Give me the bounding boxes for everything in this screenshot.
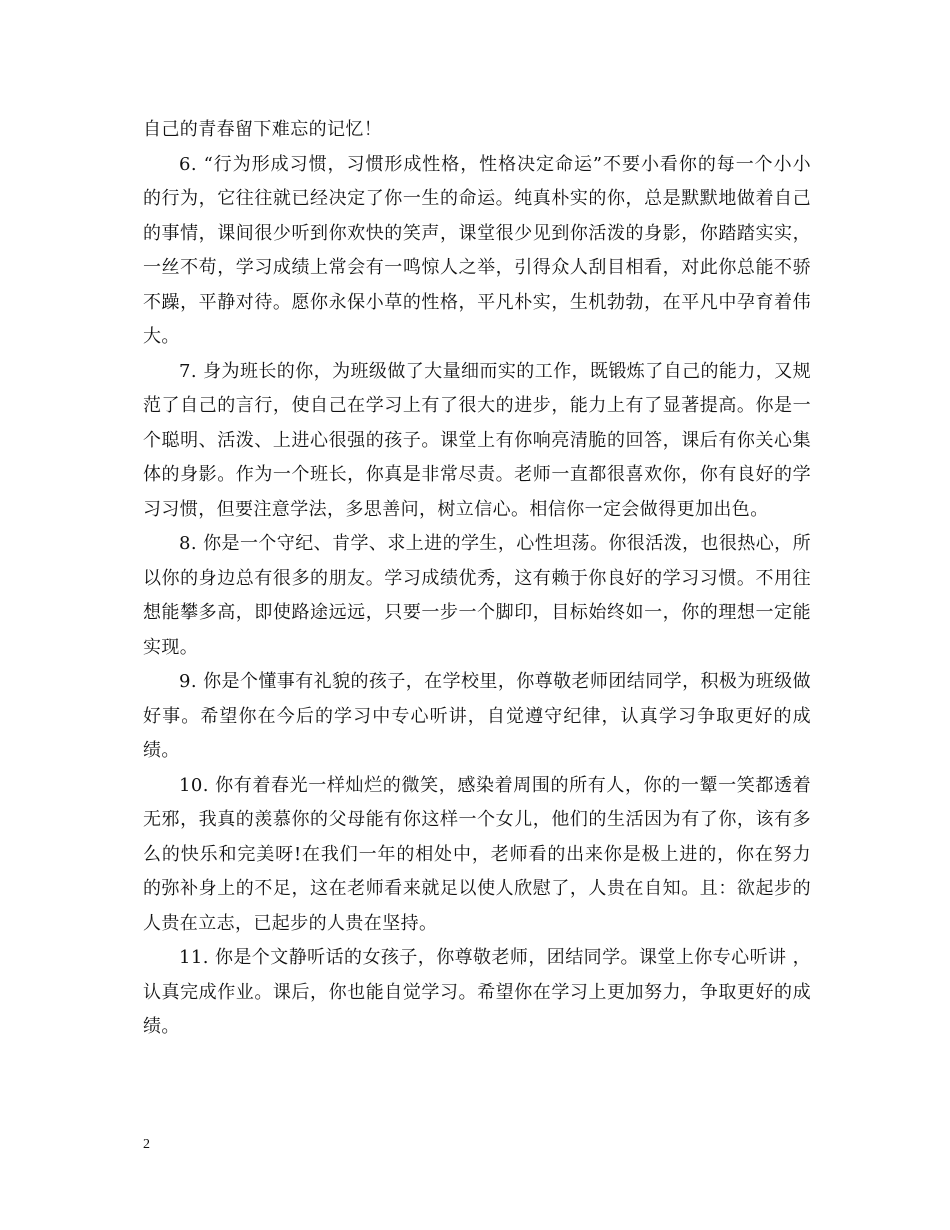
paragraph-item-11: 11. 你是个文静听话的女孩子，你尊敬老师，团结同学。课堂上你专心听讲 ，认真完成作业。课后，你也能自觉学习。希望你在学习上更加努力，争取更好的成绩。: [143, 947, 811, 1037]
paragraph-item-7: 7. 身为班长的你，为班级做了大量细而实的工作，既锻炼了自己的能力，又规范了自己的言行，使自己在学习上有了很大的进步，能力上有了显著提高。你是一个聪明、活泼、上进心很强的孩子。课堂上有你响亮清脆的回答，课后有你关心集体的身影。作为一个班长，你真是非常尽责。老师一直都很喜欢你，你有良好的学习习惯，但要注意学法，多思善问，树立信心。相信你一定会做得更加出色。: [143, 360, 811, 520]
paragraph-item-9: 9. 你是个懂事有礼貌的孩子，在学校里，你尊敬老师团结同学，积极为班级做好事。希望你在今后的学习中专心听讲，自觉遵守纪律，认真学习争取更好的成绩。: [143, 671, 811, 761]
page-number: 2: [143, 1137, 150, 1152]
paragraph-continuation: 自己的青春留下难忘的记忆！: [143, 119, 383, 140]
paragraph-item-10: 10. 你有着春光一样灿烂的微笑，感染着周围的所有人，你的一颦一笑都透着无邪，我真的羡慕你的父母能有你这样一个女儿，他们的生活因为有了你，该有多么的快乐和完美呀!在我们一年的相处中，老师看的出来你是极上进的，你在努力的弥补身上的不足，这在老师看来就足以使人欣慰了，人贵在自知。且：欲起步的人贵在立志，已起步的人贵在坚持。: [143, 774, 811, 934]
paragraph-item-6: 6. “行为形成习惯，习惯形成性格，性格决定命运”不要小看你的每一个小小的行为，它往往就已经决定了你一生的命运。纯真朴实的你，总是默默地做着自己的事情，课间很少听到你欢快的笑声，课堂很少见到你活泼的身影，你踏踏实实，一丝不苟，学习成绩上常会有一鸣惊人之举，引得众人刮目相看，对此你总能不骄不躁，平静对待。愿你永保小草的性格，平凡朴实，生机勃勃，在平凡中孕育着伟大。: [143, 153, 811, 347]
body-text: [143, 113, 811, 1045]
paragraph-item-8: 8. 你是一个守纪、肯学、求上进的学生，心性坦荡。你很活泼，也很热心，所以你的身边总有很多的朋友。学习成绩优秀，这有赖于你良好的学习习惯。不用往想能攀多高，即使路途远远，只要一步一个脚印，目标始终如一，你的理想一定能实现。: [143, 533, 811, 658]
